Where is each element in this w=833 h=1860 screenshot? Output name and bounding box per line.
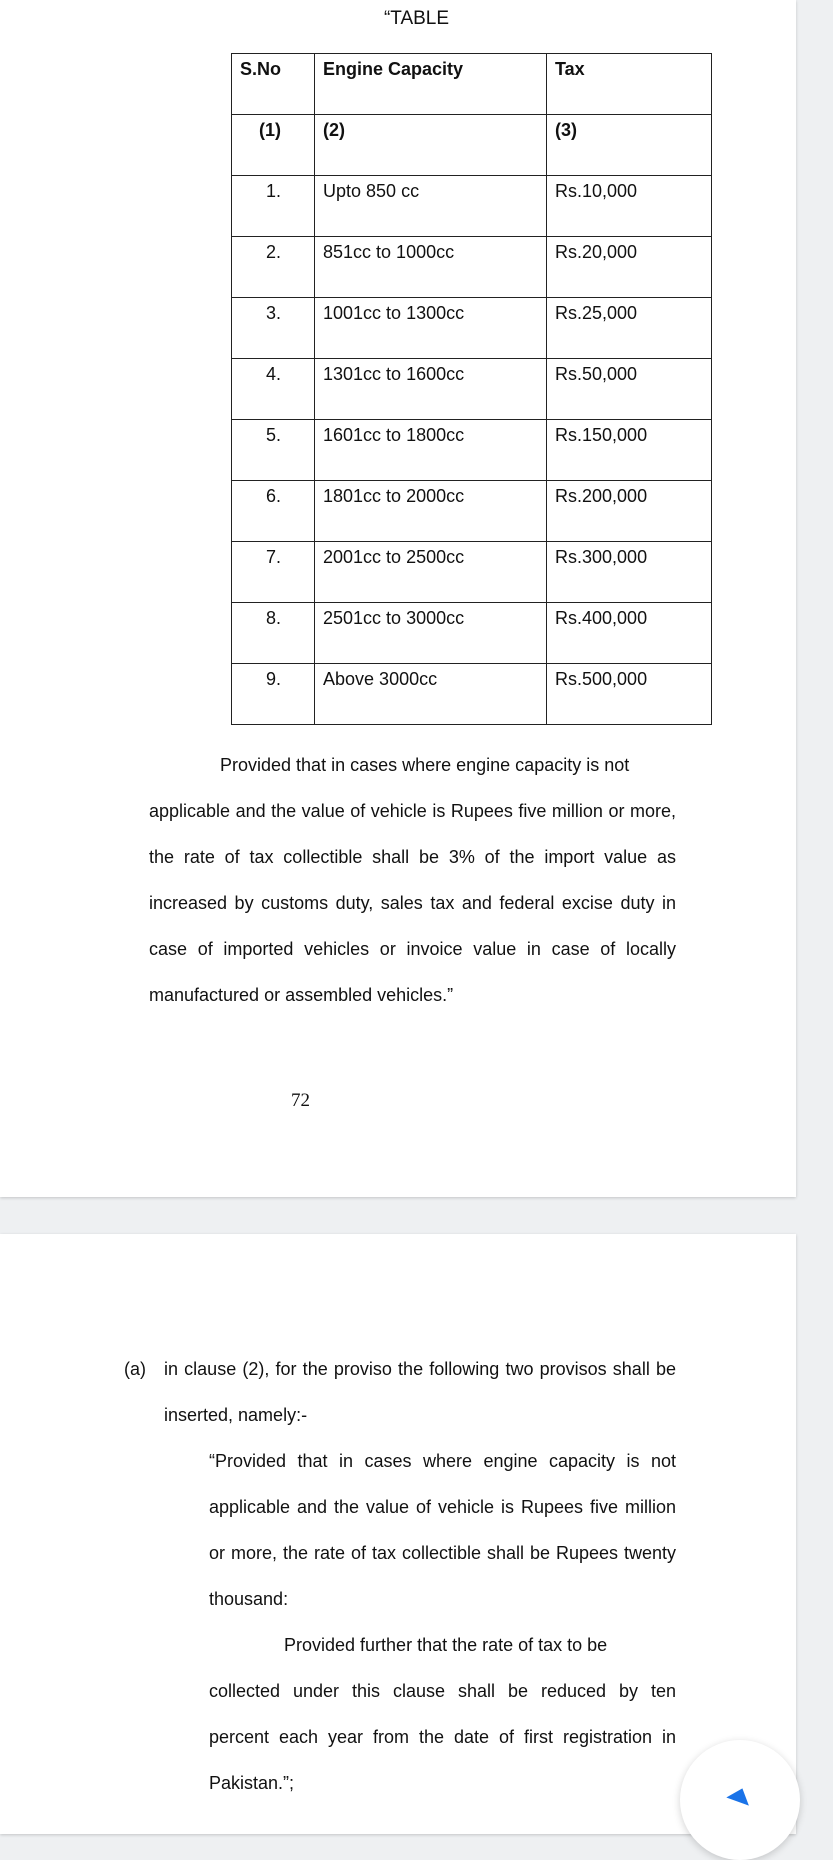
tax-cell: Rs.50,000	[547, 359, 712, 420]
proviso-body: applicable and the value of vehicle is Rupees five million or more, the rate of tax collectible shall be 3% of the import value as increased by customs duty, sales tax and federal excise duty in case of imported vehicles or invoice value in case of locally manufactured or assembled vehicles.”	[149, 801, 676, 1005]
tax-table	[231, 53, 712, 725]
engine-capacity-cell: 2501cc to 3000cc	[315, 603, 547, 664]
clause-a-paragraph	[124, 1346, 676, 1438]
proviso-lead-line: Provided that in cases where engine capacity is not	[220, 755, 630, 775]
second-proviso-body: collected under this clause shall be reduced by ten percent each year from the date of first registration in Pakistan.”;	[209, 1681, 676, 1793]
first-proviso-paragraph: “Provided that in cases where engine capacity is not applicable and the value of vehicle is Rupees five million or more, the rate of tax collectible shall be Rupees twenty thousand:	[209, 1451, 676, 1609]
engine-capacity-cell: Above 3000cc	[315, 664, 547, 725]
engine-capacity-cell: Upto 850 cc	[315, 176, 547, 237]
tax-cell: Rs.300,000	[547, 542, 712, 603]
sno-cell: 4.	[232, 359, 315, 420]
table-row	[232, 420, 712, 481]
sno-cell: 5.	[232, 420, 315, 481]
table-row	[232, 664, 712, 725]
tax-cell: Rs.500,000	[547, 664, 712, 725]
header-engine-capacity: Engine Capacity	[315, 54, 547, 115]
table-row	[232, 359, 712, 420]
table-row	[232, 237, 712, 298]
sno-cell: 2.	[232, 237, 315, 298]
second-proviso-lead-line: Provided further that the rate of tax to be	[284, 1635, 608, 1655]
tax-cell: Rs.150,000	[547, 420, 712, 481]
sno-cell: 1.	[232, 176, 315, 237]
tax-cell: Rs.10,000	[547, 176, 712, 237]
sno-cell: 7.	[232, 542, 315, 603]
edit-pencil-icon	[726, 1784, 753, 1805]
sno-cell: 8.	[232, 603, 315, 664]
engine-capacity-cell: 1601cc to 1800cc	[315, 420, 547, 481]
table-row	[232, 603, 712, 664]
engine-capacity-cell: 851cc to 1000cc	[315, 237, 547, 298]
table-title: “TABLE	[383, 8, 450, 29]
clause-label: (a)	[124, 1359, 146, 1379]
tax-cell: Rs.400,000	[547, 603, 712, 664]
subheader-cell: (1)	[232, 115, 315, 176]
table-row	[232, 176, 712, 237]
subheader-cell: (3)	[547, 115, 712, 176]
table-row	[232, 298, 712, 359]
engine-capacity-cell: 2001cc to 2500cc	[315, 542, 547, 603]
subheader-cell: (2)	[315, 115, 547, 176]
sno-cell: 9.	[232, 664, 315, 725]
second-proviso-paragraph	[209, 1622, 676, 1806]
proviso-paragraph	[149, 742, 676, 1018]
sno-cell: 3.	[232, 298, 315, 359]
tax-cell: Rs.200,000	[547, 481, 712, 542]
table-subheader-row	[232, 115, 712, 176]
page-number: 72	[291, 1090, 310, 1111]
edit-fab-button[interactable]	[680, 1740, 800, 1860]
engine-capacity-cell: 1001cc to 1300cc	[315, 298, 547, 359]
header-sno: S.No	[232, 54, 315, 115]
engine-capacity-cell: 1801cc to 2000cc	[315, 481, 547, 542]
table-header-row	[232, 54, 712, 115]
table-row	[232, 542, 712, 603]
engine-capacity-cell: 1301cc to 1600cc	[315, 359, 547, 420]
tax-cell: Rs.25,000	[547, 298, 712, 359]
sno-cell: 6.	[232, 481, 315, 542]
clause-text: in clause (2), for the proviso the following two provisos shall be inserted, namely:-	[164, 1359, 676, 1425]
tax-cell: Rs.20,000	[547, 237, 712, 298]
table-row	[232, 481, 712, 542]
header-tax: Tax	[547, 54, 712, 115]
